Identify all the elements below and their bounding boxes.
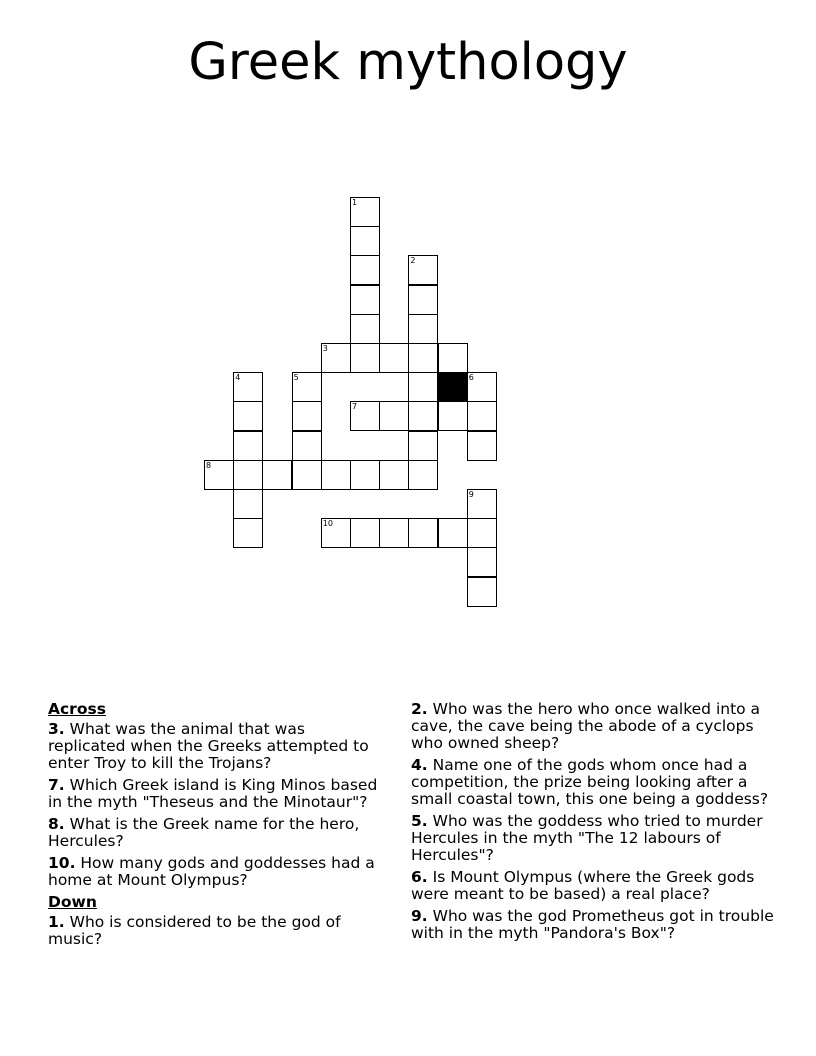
answer-cell[interactable] [408, 343, 438, 373]
clue-text: Which Greek island is King Minos based in the myth "Theseus and the Minotaur"? [48, 776, 378, 811]
clue-text: Who was the hero who once walked into a cave, the cave being the abode of a cyclops who owned sheep? [411, 700, 761, 752]
down-clue [411, 757, 776, 808]
clue-number: 3 [322, 344, 328, 353]
clue-text: What was the animal that was replicated when the Greeks attempted to enter Troy to kill the Trojans? [48, 720, 369, 772]
across-clue-list [48, 721, 383, 889]
answer-cell[interactable] [350, 314, 380, 344]
answer-cell[interactable] [350, 226, 380, 256]
answer-cell[interactable] [233, 372, 263, 402]
answer-cell[interactable] [379, 460, 409, 490]
answer-cell[interactable] [438, 518, 468, 548]
clue-number: 2 [410, 256, 416, 266]
answer-cell[interactable] [408, 431, 438, 461]
down-heading: Down [48, 893, 97, 911]
clue-text: How many gods and goddesses had a home at Mount Olympus? [48, 854, 375, 889]
answer-cell[interactable] [262, 460, 292, 490]
clue-number: 10 [322, 519, 333, 529]
clue-number: 4. [411, 756, 428, 774]
answer-cell[interactable] [233, 460, 263, 490]
clue-number: 9. [411, 907, 428, 925]
clue-number: 5. [411, 812, 428, 830]
answer-cell[interactable] [292, 372, 322, 402]
answer-cell[interactable] [321, 518, 351, 548]
page-title: Greek mythology [188, 33, 628, 92]
down-clue-list-first [48, 914, 383, 948]
answer-cell[interactable] [350, 401, 380, 431]
across-clue [48, 816, 383, 850]
answer-cell[interactable] [408, 372, 438, 402]
answer-cell[interactable] [233, 431, 263, 461]
answer-cell[interactable] [350, 460, 380, 490]
clue-number: 5 [293, 373, 299, 383]
across-clue [48, 777, 383, 811]
down-clue [411, 869, 776, 903]
answer-cell[interactable] [438, 401, 468, 431]
answer-cell[interactable] [350, 518, 380, 548]
clue-number: 6. [411, 868, 428, 886]
clue-number: 7. [48, 776, 65, 794]
answer-cell[interactable] [467, 489, 497, 519]
answer-cell[interactable] [233, 401, 263, 431]
clue-number: 8 [206, 460, 212, 470]
answer-cell[interactable] [467, 372, 497, 402]
clue-number: 1. [48, 913, 65, 931]
answer-cell[interactable] [467, 518, 497, 548]
clue-number: 6 [468, 373, 474, 383]
crossword-grid [204, 197, 497, 606]
answer-cell[interactable] [379, 518, 409, 548]
clues-column-right [411, 701, 776, 947]
answer-cell[interactable] [204, 460, 234, 490]
answer-cell[interactable] [350, 255, 380, 285]
down-clue [411, 701, 776, 752]
answer-cell[interactable] [408, 460, 438, 490]
answer-cell[interactable] [408, 401, 438, 431]
clue-number: 10. [48, 854, 76, 872]
across-clue [48, 721, 383, 772]
answer-cell[interactable] [408, 518, 438, 548]
clue-text: Who was the goddess who tried to murder Hercules in the myth "The 12 labours of Hercules"? [411, 812, 763, 864]
answer-cell[interactable] [233, 489, 263, 519]
clue-text: Name one of the gods whom once had a competition, the prize being looking after a small coastal town, this one being a goddess? [411, 756, 769, 808]
clue-number: 3. [48, 720, 65, 738]
clue-text: Who is considered to be the god of music? [48, 913, 341, 948]
answer-cell[interactable] [321, 460, 351, 490]
answer-cell[interactable] [350, 285, 380, 315]
answer-cell[interactable] [292, 460, 322, 490]
clue-number: 2. [411, 700, 428, 718]
down-clue [411, 813, 776, 864]
answer-cell[interactable] [467, 431, 497, 461]
answer-cell[interactable] [292, 431, 322, 461]
answer-cell[interactable] [233, 518, 263, 548]
down-clue-list-rest [411, 701, 776, 942]
answer-cell[interactable] [350, 343, 380, 373]
answer-cell[interactable] [467, 401, 497, 431]
clue-number: 7 [352, 402, 358, 412]
down-clue [48, 914, 383, 948]
answer-cell[interactable] [292, 401, 322, 431]
clue-number: 1 [352, 198, 358, 207]
answer-cell[interactable] [408, 255, 438, 285]
clue-number: 8. [48, 815, 65, 833]
answer-cell[interactable] [408, 285, 438, 315]
answer-cell[interactable] [321, 343, 351, 373]
clue-text: Is Mount Olympus (where the Greek gods were meant to be based) a real place? [411, 868, 755, 903]
answer-cell[interactable] [379, 343, 409, 373]
block-cell [438, 372, 468, 402]
across-heading: Across [48, 700, 106, 718]
clue-text: What is the Greek name for the hero, Hercules? [48, 815, 360, 850]
answer-cell[interactable] [350, 197, 380, 227]
down-clue [411, 908, 776, 942]
answer-cell[interactable] [467, 547, 497, 577]
answer-cell[interactable] [408, 314, 438, 344]
answer-cell[interactable] [438, 343, 468, 373]
clues-column-left [48, 701, 383, 953]
clue-number: 9 [468, 490, 474, 499]
clue-number: 4 [235, 373, 241, 383]
across-clue [48, 855, 383, 889]
answer-cell[interactable] [467, 577, 497, 607]
clue-text: Who was the god Prometheus got in trouble with in the myth "Pandora's Box"? [411, 907, 774, 942]
answer-cell[interactable] [379, 401, 409, 431]
